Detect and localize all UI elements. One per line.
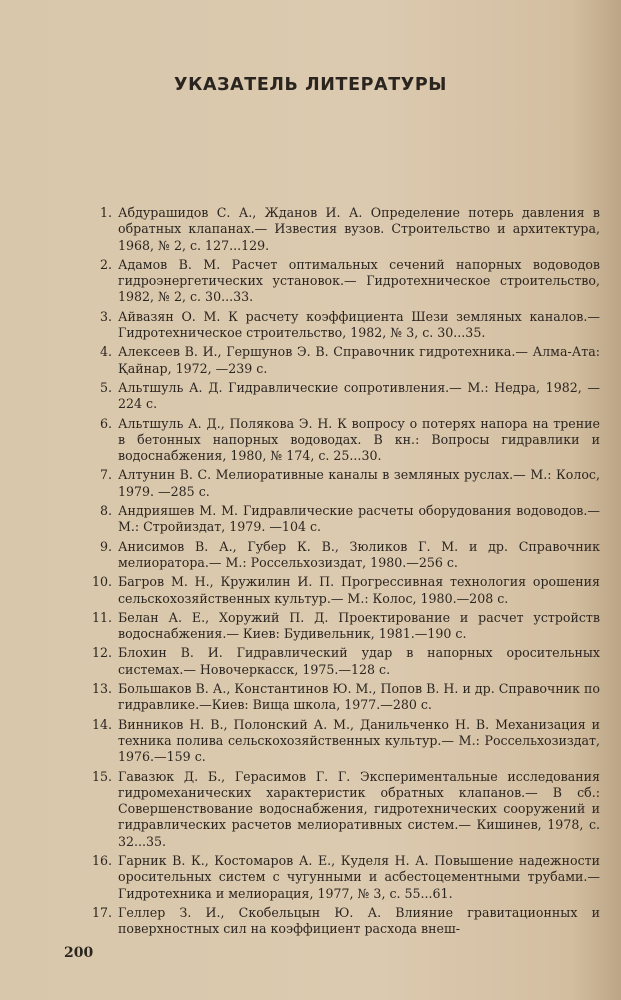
reference-item: [88, 681, 600, 714]
reference-number: 16.: [91, 852, 112, 868]
reference-number: 3.: [99, 308, 112, 324]
reference-item: [88, 309, 600, 342]
reference-number: 10.: [91, 574, 112, 590]
reference-text: Адамов В. М. Расчет оптимальных сечений напорных водоводов гидроэнергетических установок.— Гидротехническое строительство, 1982, № 2, с. 30...33.: [118, 256, 600, 305]
reference-text: Андрияшев М. М. Гидравлические расчеты оборудования водоводов.— М.: Стройиздат, 1979. —104 с.: [118, 503, 600, 535]
page-number: 200: [64, 945, 94, 961]
reference-number: 11.: [91, 609, 112, 625]
reference-item: [88, 905, 600, 938]
reference-item: [88, 853, 600, 902]
reference-item: [88, 205, 600, 254]
reference-text: Абдурашидов С. А., Жданов И. А. Определение потерь давления в обратных клапанах.— Известия вузов. Строительство и архитектура, 1968, № 2, с. 127...129.: [118, 205, 600, 253]
reference-number: 5.: [99, 379, 112, 395]
reference-number: 15.: [91, 768, 112, 784]
reference-item: [88, 380, 600, 413]
reference-item: [88, 257, 600, 306]
reference-number: 8.: [99, 503, 112, 519]
reference-item: [88, 645, 600, 678]
reference-text: Геллер З. И., Скобельцын Ю. А. Влияние гравитационных и поверхностных сил на коэффициент расхода внеш-: [118, 904, 600, 937]
reference-text: Гарник В. К., Костомаров А. Е., Куделя Н. А. Повышение надежности оросительных систем с чугунными и асбестоцементными трубами.— Гидротехника и мелиорация, 1977, № 3, с. 55...61.: [118, 852, 600, 901]
reference-item: [88, 717, 600, 766]
reference-item: [88, 539, 600, 572]
reference-item: [88, 344, 600, 377]
reference-item: [88, 467, 600, 500]
reference-text: Винников Н. В., Полонский А. М., Данильченко Н. В. Механизация и техника полива сельскохозяйственных культур.— М.: Россельхозиздат, 1976.—159 с.: [118, 716, 600, 765]
reference-number: 14.: [91, 716, 112, 732]
reference-item: [88, 503, 600, 536]
reference-text: Большаков В. А., Константинов Ю. М., Попов В. Н. и др. Справочник по гидравлике.—Киев: Вища школа, 1977.—280 с.: [118, 681, 600, 713]
reference-text: Айвазян О. М. К расчету коэффициента Шези земляных каналов.— Гидротехническое строительство, 1982, № 3, с. 30...35.: [118, 308, 600, 341]
reference-text: Белан А. Е., Хоружий П. Д. Проектирование и расчет устройств водоснабжения.— Киев: Будивельник, 1981.—190 с.: [118, 609, 600, 642]
reference-text: Алтунин В. С. Мелиоративные каналы в земляных руслах.— М.: Колос, 1979. —285 с.: [118, 467, 600, 499]
reference-item: [88, 769, 600, 850]
page-title: УКАЗАТЕЛЬ ЛИТЕРАТУРЫ: [173, 75, 447, 95]
reference-number: 7.: [99, 467, 112, 483]
reference-text: Альтшуль А. Д., Полякова Э. Н. К вопросу о потерях напора на трение в бетонных напорных водоводах. В кн.: Вопросы гидравлики и водоснабжения, 1980, № 174, с. 25...30.: [118, 415, 600, 464]
reference-text: Блохин В. И. Гидравлический удар в напорных оросительных системах.— Новочеркасск, 1975.—128 с.: [118, 645, 600, 677]
reference-text: Алексеев В. И., Гершунов Э. В. Справочник гидротехника.— Алма-Ата: Қайнар, 1972, —239 с.: [118, 344, 600, 376]
reference-text: Альтшуль А. Д. Гидравлические сопротивления.— М.: Недра, 1982, —224 с.: [118, 379, 600, 412]
reference-number: 9.: [99, 538, 112, 554]
reference-number: 17.: [91, 904, 112, 920]
reference-item: [88, 416, 600, 465]
reference-item: [88, 610, 600, 643]
reference-number: 2.: [99, 256, 112, 272]
reference-number: 13.: [91, 681, 112, 697]
reference-text: Багров М. Н., Кружилин И. П. Прогрессивная технология орошения сельскохозяйственных культур.— М.: Колос, 1980.—208 с.: [118, 574, 600, 606]
reference-item: [88, 574, 600, 607]
reference-list: [88, 205, 600, 940]
reference-number: 6.: [99, 415, 112, 431]
reference-number: 4.: [99, 344, 112, 360]
reference-text: Анисимов В. А., Губер К. В., Зюликов Г. М. и др. Справочник мелиоратора.— М.: Россельхозиздат, 1980.—256 с.: [118, 538, 600, 570]
reference-number: 1.: [99, 205, 112, 220]
reference-text: Гавазюк Д. Б., Герасимов Г. Г. Экспериментальные исследования гидромеханических характеристик обратных клапанов.— В сб.: Совершенствование водоснабжения, гидротехнических сооружений и гидравлических расчетов мелиоративных систем.— Кишинев, 1978, с. 32...35.: [118, 768, 600, 849]
reference-number: 12.: [91, 645, 112, 661]
